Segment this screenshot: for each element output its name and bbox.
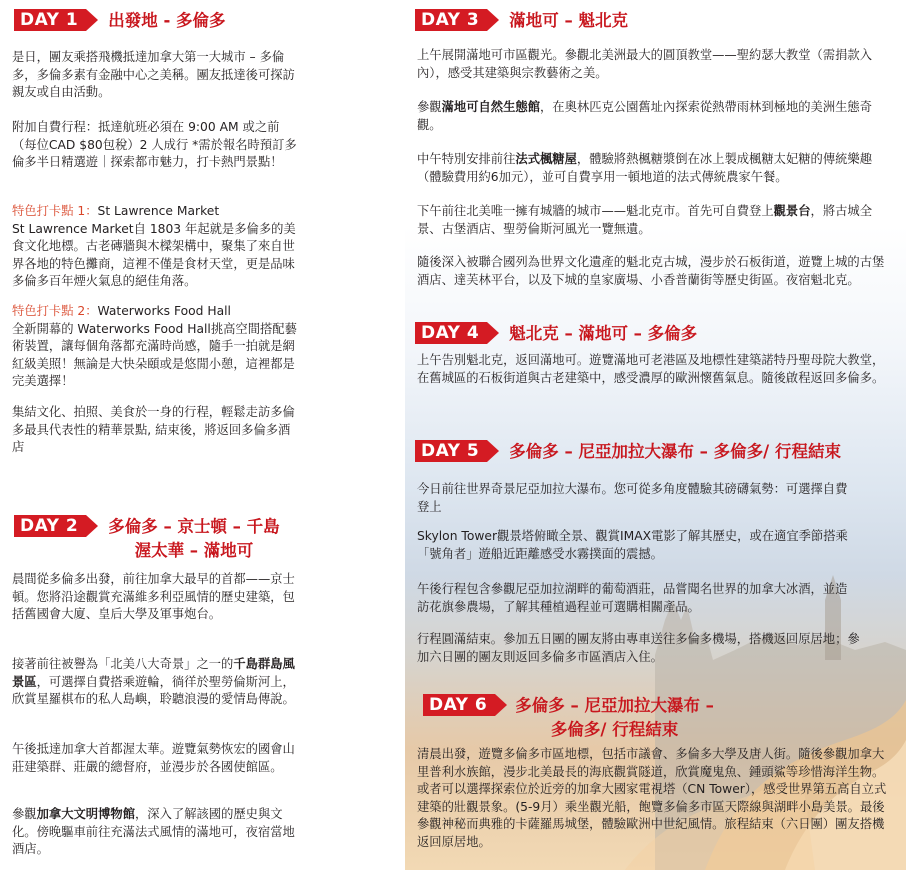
day3-p3a: 中午特別安排前往 [417, 152, 516, 166]
day1-summary: 集結文化、拍照、美食於一身的行程，輕鬆走訪多倫多最具代表性的精華景點, 結束後，將返回多倫多酒店 [12, 405, 295, 455]
day2-p2c: ，可選擇自費搭乘遊輪，徜徉於聖勞倫斯河上，欣賞星羅棋布的私人島嶼，聆聽浪漫的愛情島傳說。 [12, 674, 295, 707]
day3-p1: 上午展開滿地可市區觀光。參觀北美洲最大的圓頂教堂——聖約瑟大教堂（需捐款入內），感受其建築與宗教藝術之美。 [417, 48, 872, 80]
day6-badge: DAY 6 [423, 694, 495, 716]
day1-spot2 [12, 303, 302, 391]
spot2-desc: 全新開幕的 Waterworks Food Hall挑高空間搭配藝術裝置，讓每個角落都充滿時尚感，隨手一拍就是網紅級美照！無論是大快朵頤或是悠閒小憩，這裡都是完美選擇！ [12, 321, 297, 389]
day5-p3: 午後行程包含參觀尼亞加拉湖畔的葡萄酒莊，品嘗聞名世界的加拿大冰酒，並造訪花旗參農場，了解其種植過程並可選購相關產品。 [417, 582, 848, 614]
day2-p1: 晨間從多倫多出發，前往加拿大最早的首都——京士頓。您將沿途觀賞充滿維多利亞風情的歷史建築，包括舊國會大廈、皇后大學及軍事炮台。 [12, 572, 295, 622]
day3-p2a: 參觀 [417, 100, 442, 114]
day2-p2 [12, 656, 302, 709]
day6-p1: 清晨出發，遊覽多倫多市區地標，包括市議會、多倫多大學及唐人街。隨後參觀加拿大里普利水族館，漫步北美最長的海底觀賞隧道，欣賞魔鬼魚、鍾頭鯊等珍惜海洋生物。或者可以選擇探索位於近旁的加拿大國家電視塔（CN Tower），感受世界第五高自立式建築的壯觀景象。(5-9月）乘坐觀光船，飽覽多倫多市區天際線與湖畔小島美景。最後參觀神秘而典雅的卡薩羅馬城堡，體驗歐洲中世紀風情。旅程結束（六日團）團友搭機返回原居地。 [417, 747, 887, 849]
day1-spot1 [12, 203, 302, 291]
day2-p2a: 接著前往被譽為「北美八大奇景」之一的 [12, 657, 234, 671]
spot1-label: 特色打卡點 1： [12, 204, 98, 218]
day5-title: 多倫多 – 尼亞加拉大瀑布 – 多倫多/ 行程結束 [509, 442, 841, 461]
day2-title-line2: 渥太華 – 滿地可 [134, 541, 254, 560]
day5-p4: 行程圓滿結束。參加五日團的團友將由專車送往多倫多機場，搭機返回原居地；參加六日團的團友則返回多倫多市區酒店入住。 [417, 632, 860, 664]
spot2-label: 特色打卡點 2： [12, 304, 98, 318]
day3-p4 [417, 203, 885, 238]
day3-p2c: ，在奧林匹克公園舊址內探索從熱帶雨林到極地的美洲生態奇觀。 [417, 100, 873, 132]
spot1-name: St Lawrence Market [97, 204, 220, 218]
day6-title-line2: 多倫多/ 行程結束 [550, 720, 679, 739]
day6-title-line1: 多倫多 – 尼亞加拉大瀑布 – [515, 696, 714, 715]
day2-p3: 午後抵達加拿大首都渥太華。遊覽氣勢恢宏的國會山莊建築群、莊嚴的總督府，並漫步於各國使館區。 [12, 742, 295, 774]
day2-p4a: 參觀 [12, 807, 37, 821]
day2-p2b: 千島群島風景區 [12, 657, 295, 689]
day5-header [415, 440, 841, 464]
day2-title-line1: 多倫多 – 京士頓 – 千島 [108, 517, 280, 536]
day2-p4c: ，深入了解該國的歷史與文化。傍晚驅車前往充滿法式風情的滿地可，夜宿當地酒店。 [12, 807, 295, 857]
day3-p4c: ，將古城全景、古堡酒店、聖勞倫斯河風光一覽無遺。 [417, 204, 873, 236]
day3-p5: 隨後深入被聯合國列為世界文化遺產的魁北克古城，漫步於石板街道，遊覽上城的古堡酒店、達芙林平台，以及下城的皇家廣場、小香普蘭街等歷史街區。夜宿魁北克。 [417, 255, 885, 287]
day5-badge: DAY 5 [415, 440, 487, 462]
spot2-name: Waterworks Food Hall [97, 304, 231, 318]
day6-header [423, 694, 714, 742]
day3-header [415, 9, 628, 33]
day3-p3b: 法式楓糖屋 [515, 152, 577, 166]
day3-p2 [417, 99, 885, 134]
day4-p1: 上午告別魁北克，返回滿地可。遊覽滿地可老港區及地標性建築諾特丹聖母院大教堂，在舊城區的石板街道與古老建築中，感受濃厚的歐洲懷舊氣息。隨後啟程返回多倫多。 [417, 353, 885, 385]
day2-header [14, 515, 280, 563]
day3-title: 滿地可 – 魁北克 [509, 11, 628, 30]
day3-p4b: 觀景台 [773, 204, 811, 218]
day3-p2b: 滿地可自然生態館 [441, 100, 540, 114]
day6-title [515, 694, 714, 742]
day2-p4b: 加拿大文明博物館 [36, 807, 135, 821]
day3-p3c: ，體驗將熱楓糖漿倒在冰上製成楓糖太妃糖的傳統樂趣（體驗費用約6加元），並可自費享用一頓地道的法式傳統農家午餐。 [417, 152, 873, 184]
day2-badge: DAY 2 [14, 515, 86, 537]
day5-p2: Skylon Tower觀景塔俯瞰全景、觀賞IMAX電影了解其歷史，或在適宜季節搭乘「號角者」遊船近距離感受水霧撲面的震撼。 [417, 529, 848, 561]
day1-badge: DAY 1 [14, 9, 86, 31]
spot1-desc: St Lawrence Market自 1803 年起就是多倫多的美食文化地標。古老磚牆與木樑架構中，聚集了來自世界各地的特色攤商，這裡不僅是食材天堂，更是品味多倫多百年煙火氣息的絕佳角落。 [12, 221, 296, 289]
day4-badge: DAY 4 [415, 322, 487, 344]
day2-title [108, 515, 279, 563]
day1-optional-tour: 附加自費行程：抵達航班必須在 9:00 AM 或之前（每位CAD $80包稅）2 人成行 *需於報名時預訂多倫多半日精選遊｜探索都市魅力，打卡熱門景點！ [12, 120, 297, 170]
day3-p4a: 下午前往北美唯一擁有城牆的城市——魁北克市。首先可自費登上 [417, 204, 774, 218]
day2-p4 [12, 806, 302, 859]
day1-header [14, 9, 226, 33]
day3-p3 [417, 151, 887, 186]
day5-p1: 今日前往世界奇景尼亞加拉大瀑布。您可從多角度體驗其磅礴氣勢：可選擇自費登上 [417, 482, 848, 514]
day1-title: 出發地 - 多倫多 [108, 11, 226, 30]
day4-header [415, 322, 697, 346]
day1-intro: 是日，團友乘搭飛機抵達加拿大第一大城市 – 多倫多，多倫多素有金融中心之美稱。團友抵達後可探訪親友或自由活動。 [12, 50, 295, 100]
day4-title: 魁北克 – 滿地可 – 多倫多 [509, 324, 698, 343]
day3-badge: DAY 3 [415, 9, 487, 31]
